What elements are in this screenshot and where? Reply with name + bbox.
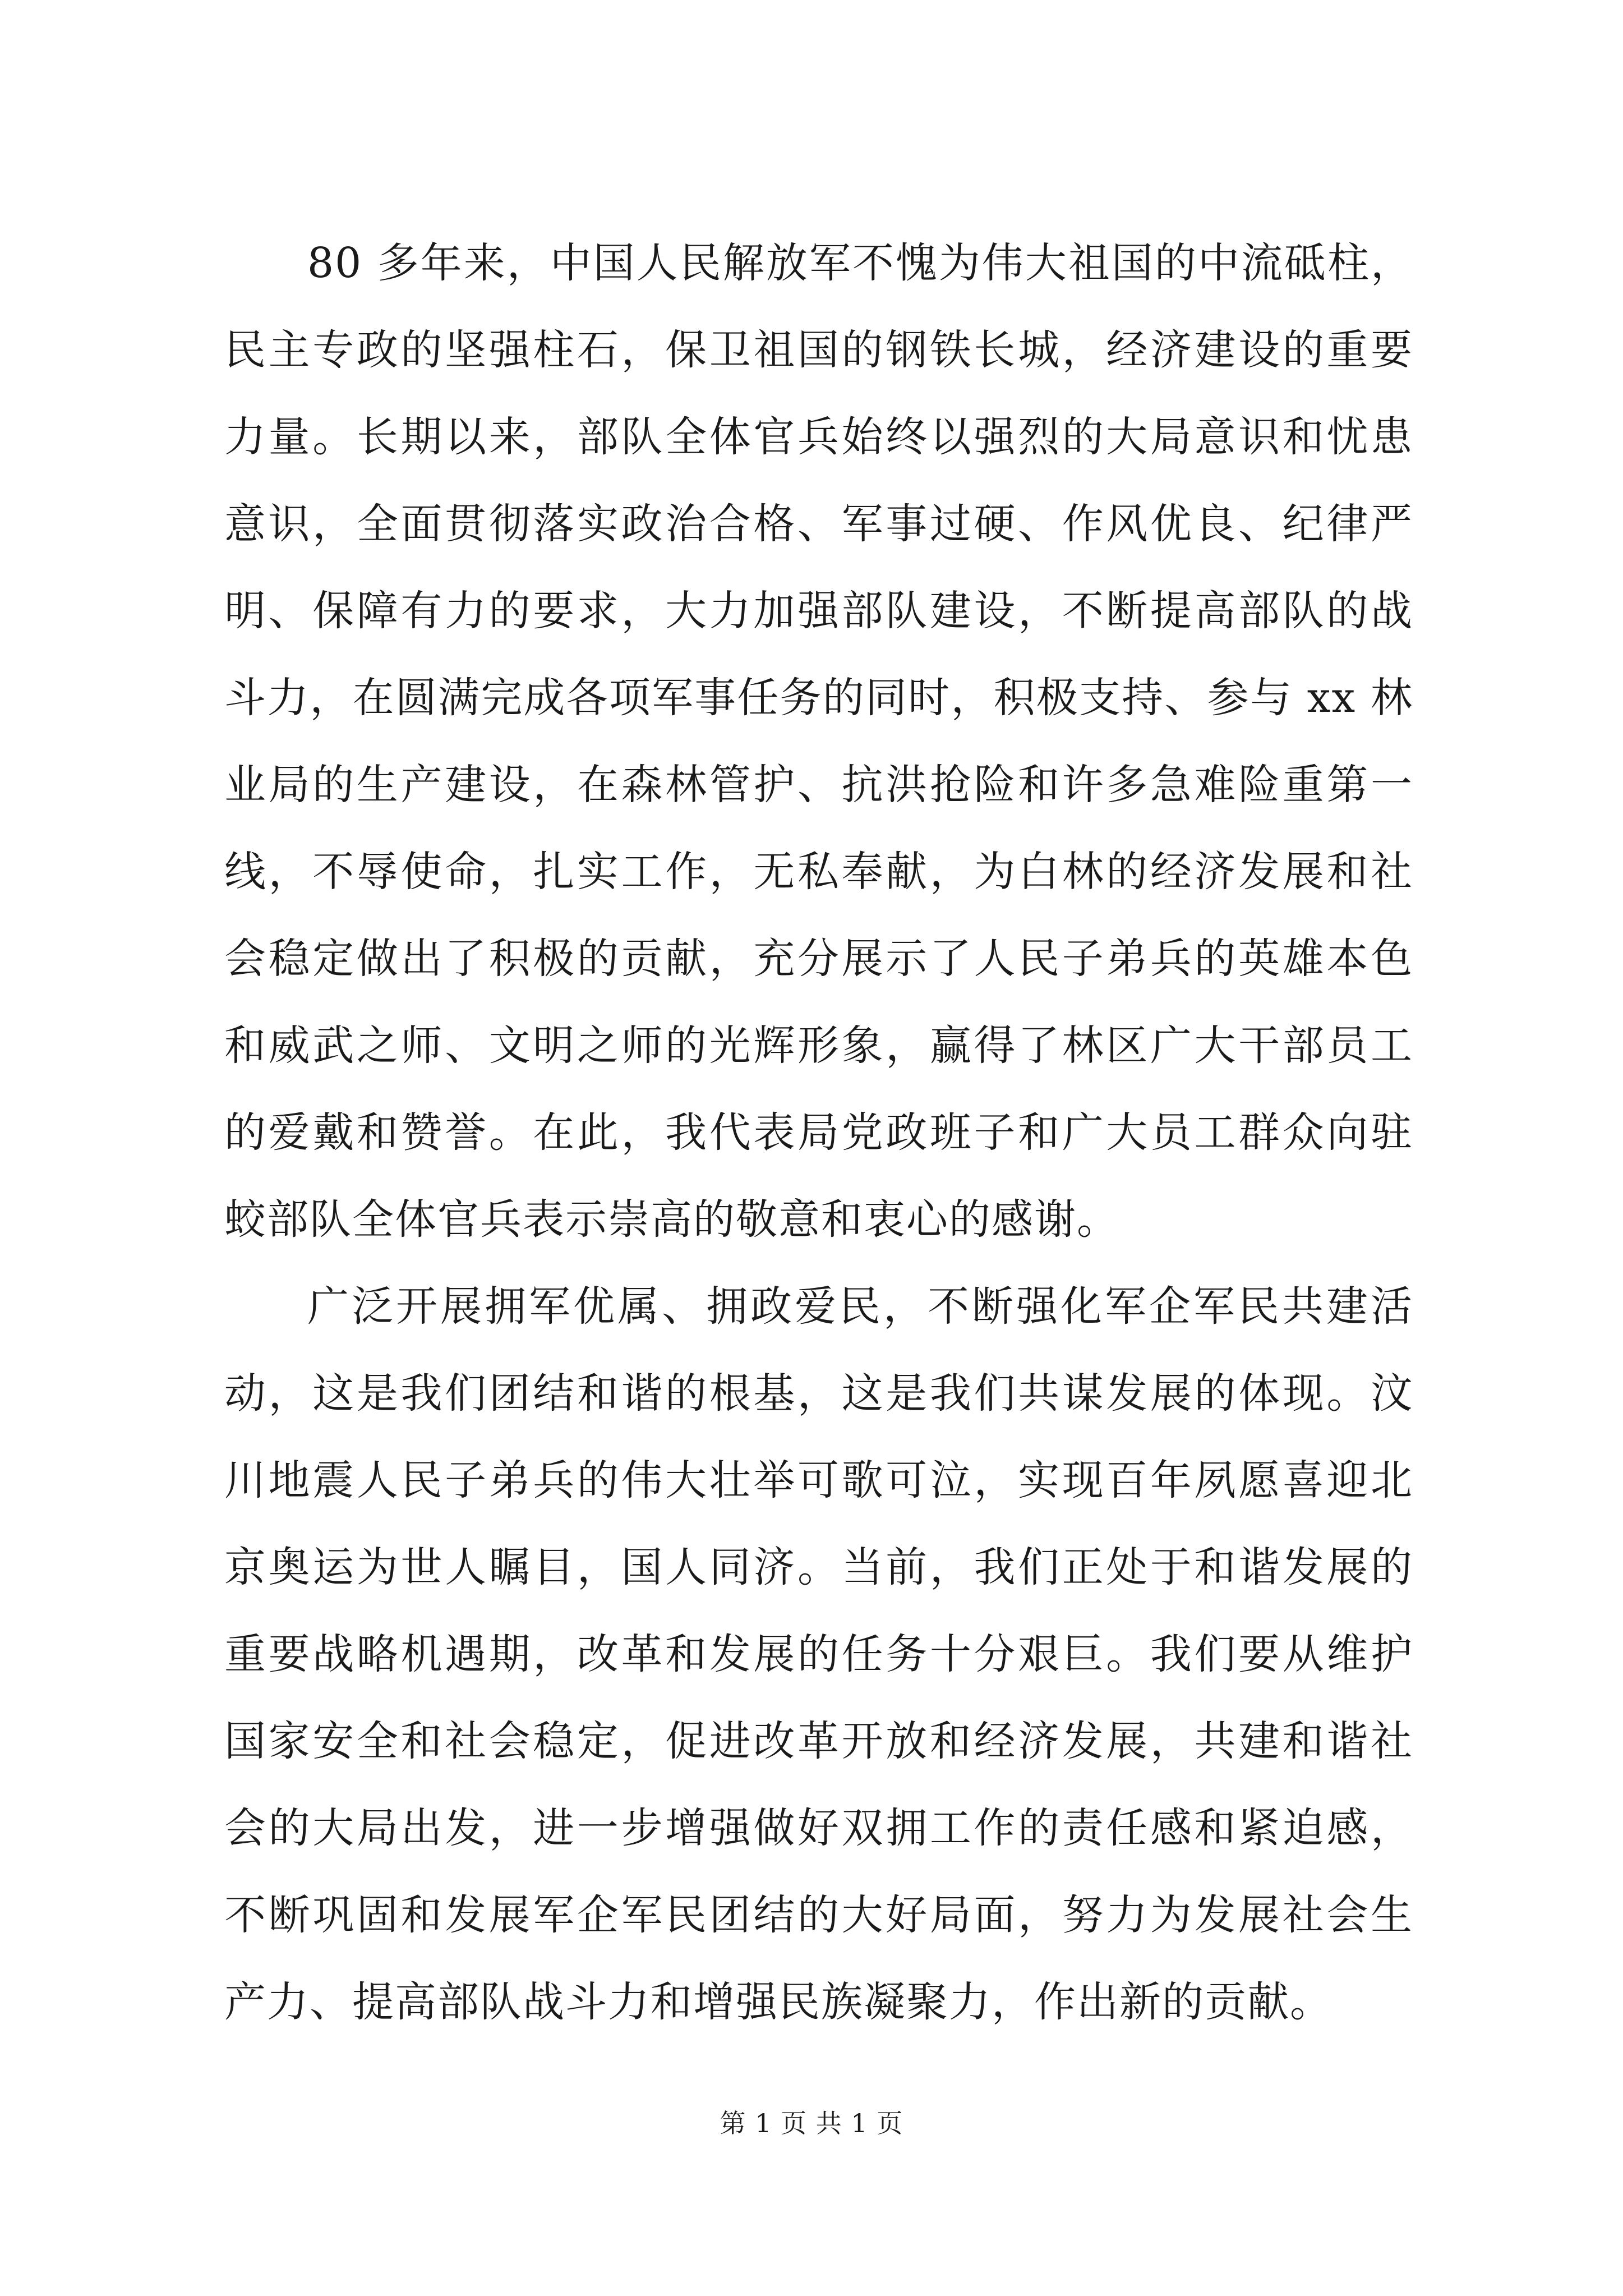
paragraph-2: 广泛开展拥军优属、拥政爱民，不断强化军企军民共建活动，这是我们团结和谐的根基，这是我们共谋发展的体现。汶川地震人民子弟兵的伟大壮举可歌可泣，实现百年夙愿喜迎北京奥运为世人瞩目，国人同济。当前，我们正处于和谐发展的重要战略机遇期，改革和发展的任务十分艰巨。我们要从维护国家安全和社会稳定，促进改革开放和经济发展，共建和谐社会的大局出发，进一步增强做好双拥工作的责任感和紧迫感，不断巩固和发展军企军民团结的大好局面，努力为发展社会生产力、提高部队战斗力和增强民族凝聚力，作出新的贡献。 [224,1282,1413,2026]
paragraph-1: 80 多年来，中国人民解放军不愧为伟大祖国的中流砥柱，民主专政的坚强柱石，保卫祖国的钢铁长城，经济建设的重要力量。长期以来，部队全体官兵始终以强烈的大局意识和忧患意识，全面贯彻落实政治合格、军事过硬、作风优良、纪律严明、保障有力的要求，大力加强部队建设，不断提高部队的战斗力，在圆满完成各项军事任务的同时，积极支持、参与 xx 林业局的生产建设，在森林管护、抗洪抢险和许多急难险重第一线，不辱使命，扎实工作，无私奉献，为白林的经济发展和社会稳定做出了积极的贡献，充分展示了人民子弟兵的英雄本色和威武之师、文明之师的光辉形象，赢得了林区广大干部员工的爱戴和赞誉。在此，我代表局党政班子和广大员工群众向驻蛟部队全体官兵表示崇高的敬意和衷心的感谢。 [224,239,1413,1244]
page-footer: 第 1 页 共 1 页 [720,2108,903,2138]
document-body [224,220,1413,2046]
